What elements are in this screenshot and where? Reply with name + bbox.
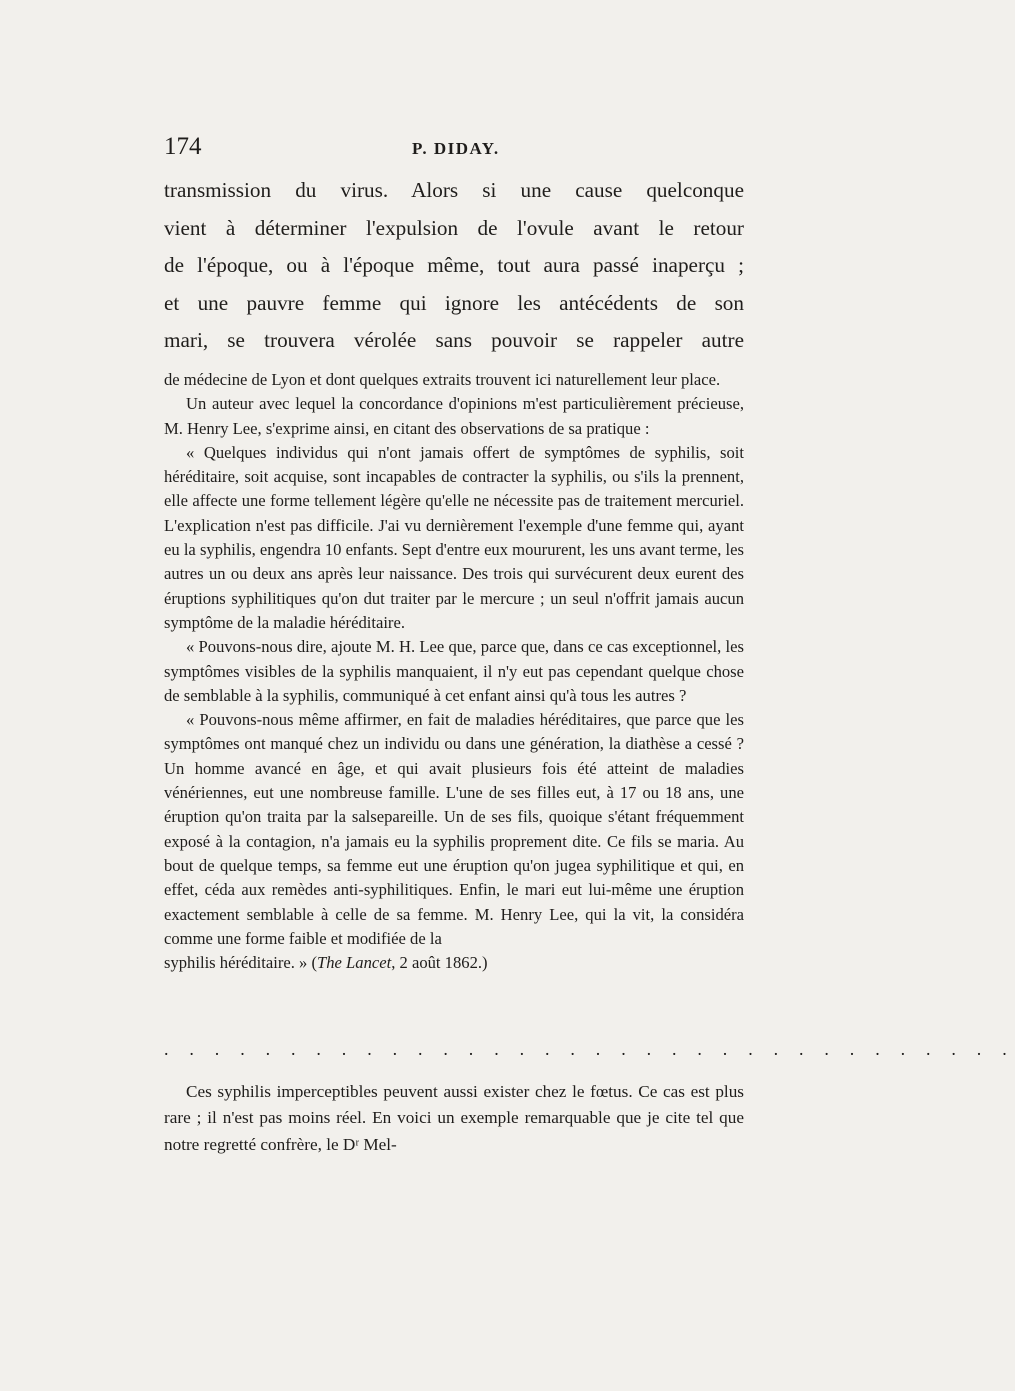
footnote-paragraph: « Pouvons-nous même affirmer, en fait de maladies héréditaires, que parce que les symptômes ont manqué chez un individu ou dans une génération, la diathèse a cessé ? Un homme avancé en âge, et qui avait plusieurs fois été atteint de maladies vénériennes, eut une nombreuse famille. L'une de ses filles eut, à 17 ou 18 ans, une éruption qu'on traita par la salsepareille. Un de ses fils, quoique s'étant fréquemment exposé à la contagion, n'a jamais eu la syphilis proprement dite. Ce fils se maria. Au bout de quelque temps, sa femme eut une éruption qu'on jugea syphilitique et qui, en effet, céda aux remèdes anti-syphilitiques. Enfin, le mari eut lui-même une éruption exactement semblable à celle de sa femme. M. Henry Lee, qui la vit, la considéra comme une forme faible et modifiée de la <box>164 710 744 948</box>
continuation-text <box>164 1079 744 1158</box>
main-text-line: mari, se trouvera vérolée sans pouvoir se rappeler autre <box>164 328 744 352</box>
page-header <box>164 132 744 166</box>
main-text-line: transmission du virus. Alors si une cause quelconque <box>164 178 744 202</box>
continuation-paragraph: Ces syphilis imperceptibles peuvent aussi exister chez le fœtus. Ce cas est plus rare ; il n'est pas moins réel. En voici un exemple remarquable que je cite tel que notre regretté confrère, le Dʳ Mel- <box>164 1082 744 1154</box>
footnote-paragraph: « Pouvons-nous dire, ajoute M. H. Lee que, parce que, dans ce cas exceptionnel, les symptômes visibles de la syphilis manquaient, il n'y eut pas cependant quelque chose de semblable à la syphilis, communiqué à cet enfant ainsi qu'à tous les autres ? <box>164 637 744 705</box>
citation-line <box>164 951 744 975</box>
footnote-paragraph: « Quelques individus qui n'ont jamais offert de symptômes de syphilis, soit héréditaire, soit acquise, sont incapables de contracter la syphilis, ou s'ils la prennent, elle affecte une forme tellement légère qu'elle ne nécessite pas de traitement mercuriel. L'explication n'est pas difficile. J'ai vu dernièrement l'exemple d'une femme qui, ayant eu la syphilis, engendra 10 enfants. Sept d'entre eux moururent, les uns avant terme, les autres un ou deux ans après leur naissance. Des trois qui survécurent deux eurent des éruptions syphilitiques qu'on dut traiter par le mercure ; un seul n'offrit jamais aucun symptôme de la maladie héréditaire. <box>164 442 744 632</box>
main-text <box>164 172 744 360</box>
main-text-line: de l'époque, ou à l'époque même, tout aura passé inaperçu ; <box>164 253 744 277</box>
citation-title: The Lancet <box>317 953 392 973</box>
ellipsis-divider: . . . . . . . . . . . . . . . . . . . . . . . . . . . . . . . . . . <box>164 1039 1015 1059</box>
running-head: P. DIDAY. <box>412 139 500 158</box>
citation-rest: , 2 août 1862.) <box>391 953 488 973</box>
citation <box>311 953 487 972</box>
quote-end: syphilis héréditaire. » <box>164 953 308 973</box>
page-number: 174 <box>164 133 202 160</box>
footnote-paragraph: de médecine de Lyon et dont quelques extraits trouvent ici naturellement leur place. <box>164 370 721 389</box>
footnote-block <box>164 368 744 975</box>
footnote-paragraph: Un auteur avec lequel la concordance d'opinions m'est particulièrement précieuse, M. Henry Lee, s'exprime ainsi, en citant des observations de sa pratique : <box>164 394 744 438</box>
citation-open: ( <box>311 953 318 973</box>
main-text-line: vient à déterminer l'expulsion de l'ovule avant le retour <box>164 215 744 240</box>
main-text-line: et une pauvre femme qui ignore les antécédents de son <box>164 290 744 315</box>
